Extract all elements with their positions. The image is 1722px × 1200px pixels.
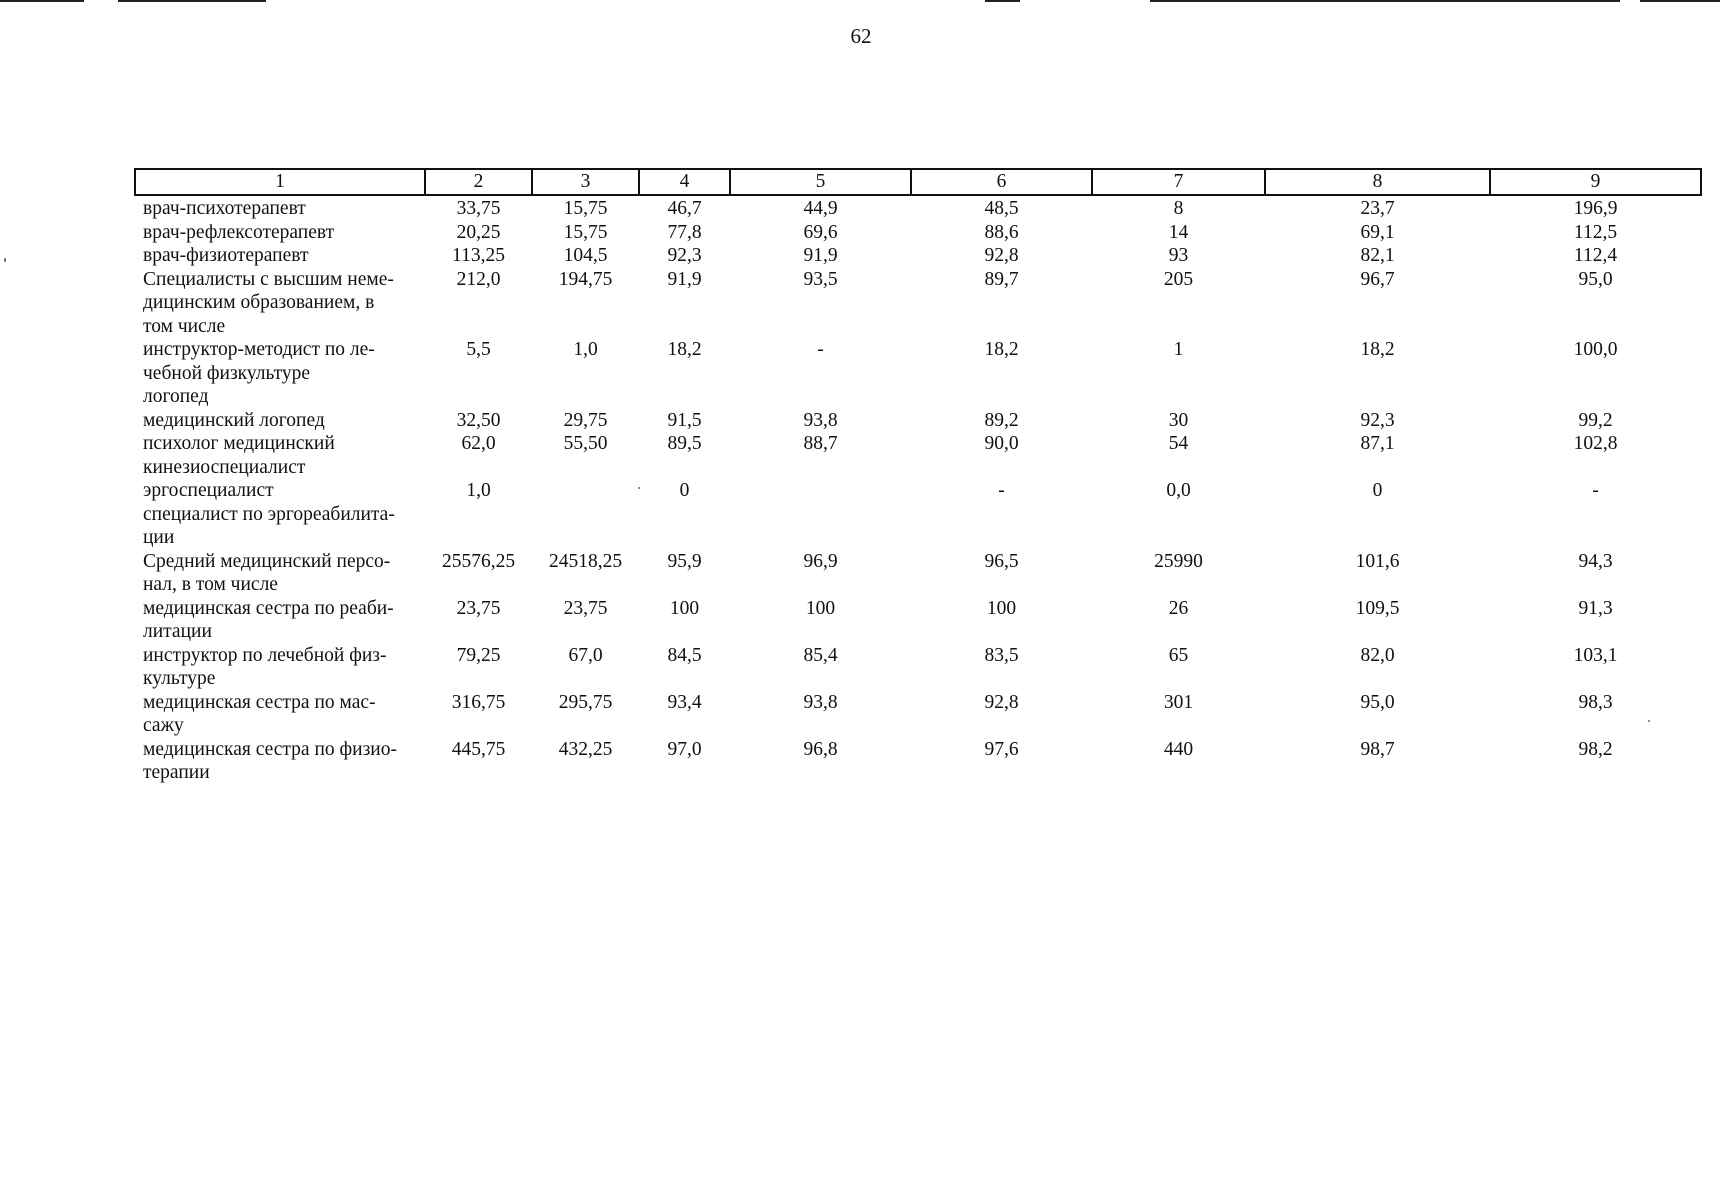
row-label-cell: медицинский логопед [143, 409, 325, 431]
value-cell-c4: 89,5 [667, 433, 702, 454]
value-cell-c5: 91,9 [803, 245, 838, 266]
value-cell-c7: 301 [1163, 691, 1194, 713]
value-cell-c2: 23,75 [456, 597, 501, 619]
column-header: 3 [532, 169, 639, 195]
value-cell-c5: 100 [805, 597, 836, 619]
value-cell-c2: 212,0 [456, 268, 501, 290]
value-cell-c3: 23,75 [563, 597, 608, 619]
value-cell-c7: 0,0 [1166, 480, 1191, 501]
value-cell-c8: 69,1 [1360, 221, 1395, 243]
value-cell-c3: 55,50 [563, 433, 608, 454]
page-number: 62 [850, 24, 872, 48]
value-cell-c3: 15,75 [563, 221, 608, 243]
row-label-cell: Специалисты с высшим неме- дицинским образованием, в том числе [143, 268, 394, 337]
value-cell-c8: 23,7 [1360, 198, 1395, 219]
row-label-cell: врач-рефлексотерапевт [143, 221, 335, 243]
value-cell-c4: 97,0 [667, 738, 702, 760]
table-row [135, 221, 1701, 245]
value-cell-c2: 1,0 [466, 480, 491, 501]
value-cell-c9: 94,3 [1578, 550, 1613, 572]
table-row [135, 550, 1701, 597]
value-cell-c8: 96,7 [1360, 268, 1395, 290]
row-label-cell: медицинская сестра по реаби- литации [143, 597, 394, 642]
value-cell-c3: 67,0 [568, 644, 603, 666]
table-row [135, 338, 1701, 409]
value-cell-c7: 14 [1168, 221, 1189, 243]
value-cell-c5: 44,9 [803, 198, 838, 219]
value-cell-c6: 92,8 [984, 245, 1019, 266]
value-cell-c6: 100 [986, 597, 1017, 619]
scan-edge [0, 0, 84, 2]
value-cell-c7: 26 [1168, 597, 1189, 619]
value-cell-c3: 194,75 [558, 268, 613, 290]
table-row [135, 738, 1701, 785]
value-cell-c9: 91,3 [1578, 597, 1613, 619]
row-label-cell: медицинская сестра по мас- сажу [143, 691, 376, 736]
scan-speck [1648, 720, 1650, 722]
value-cell-c4: 18,2 [667, 339, 702, 360]
value-cell-c6: 89,2 [984, 409, 1019, 431]
table-row [135, 691, 1701, 738]
table-row [135, 597, 1701, 644]
value-cell-c9: 98,2 [1578, 738, 1613, 760]
scan-edge [985, 0, 1020, 2]
value-cell-c2: 316,75 [451, 691, 506, 713]
value-cell-c5: 85,4 [803, 644, 838, 666]
value-cell-c7: 205 [1163, 268, 1194, 290]
value-cell-c5: 69,6 [803, 221, 838, 243]
row-label-cell: инструктор по лечебной физ- культуре [143, 644, 387, 689]
value-cell-c8: 82,0 [1360, 644, 1395, 666]
value-cell-c9: 99,2 [1578, 409, 1613, 431]
value-cell-c2: 33,75 [456, 198, 501, 219]
value-cell-c7: 8 [1173, 198, 1184, 219]
column-number-row [135, 169, 1701, 195]
value-cell-c3: 24518,25 [548, 550, 623, 572]
value-cell-c7: 65 [1168, 644, 1189, 666]
value-cell-c4: 92,3 [667, 245, 702, 266]
value-cell-c5: 93,8 [803, 691, 838, 713]
table-row [135, 244, 1701, 268]
value-cell-c6: 48,5 [984, 198, 1019, 219]
value-cell-c9: 102,8 [1573, 433, 1618, 454]
value-cell-c4: 0 [679, 480, 690, 501]
value-cell-c5: 93,5 [803, 268, 838, 290]
row-label-cell: психолог медицинский кинезиоспециалист [143, 433, 335, 478]
scan-speck [638, 487, 640, 489]
value-cell-c5: 93,8 [803, 409, 838, 431]
value-cell-c7: 93 [1168, 245, 1189, 266]
value-cell-c8: 95,0 [1360, 691, 1395, 713]
value-cell-c3: 295,75 [558, 691, 613, 713]
table-row [135, 409, 1701, 433]
value-cell-c4: 77,8 [667, 221, 702, 243]
value-cell-c2: 79,25 [456, 644, 501, 666]
value-cell-c9: 98,3 [1578, 691, 1613, 713]
value-cell-c6: 83,5 [984, 644, 1019, 666]
row-label-cell: врач-психотерапевт [143, 198, 306, 219]
value-cell-c3: 15,75 [563, 198, 608, 219]
value-cell-c5 [730, 479, 911, 550]
value-cell-c4: 95,9 [667, 550, 702, 572]
value-cell-c2: 5,5 [466, 339, 491, 360]
value-cell-c2: 25576,25 [441, 550, 516, 572]
value-cell-c7: 30 [1168, 409, 1189, 431]
value-cell-c2: 445,75 [451, 738, 506, 760]
value-cell-c5: 96,8 [803, 738, 838, 760]
value-cell-c9: 103,1 [1573, 644, 1618, 666]
table-row [135, 432, 1701, 479]
column-header: 4 [639, 169, 730, 195]
value-cell-c4: 91,9 [667, 268, 702, 290]
value-cell-c8: 87,1 [1360, 433, 1395, 454]
row-label-cell: эргоспециалист специалист по эргореабилита- ции [143, 480, 395, 548]
row-label-cell: врач-физиотерапевт [143, 245, 309, 266]
scan-edge [1640, 0, 1720, 2]
value-cell-c8: 98,7 [1360, 738, 1395, 760]
value-cell-c6: 89,7 [984, 268, 1019, 290]
scan-speck [4, 258, 6, 262]
value-cell-c9: 196,9 [1573, 198, 1618, 219]
value-cell-c2: 113,25 [452, 245, 505, 266]
value-cell-c3: 432,25 [558, 738, 613, 760]
value-cell-c2: 32,50 [456, 409, 501, 431]
staffing-table-container [134, 168, 1700, 785]
value-cell-c3: 104,5 [563, 245, 608, 266]
value-cell-c9: 95,0 [1578, 268, 1613, 290]
scan-edge [1150, 0, 1620, 2]
value-cell-c7: 54 [1168, 433, 1189, 454]
value-cell-c4: 84,5 [667, 644, 702, 666]
value-cell-c6: 97,6 [984, 738, 1019, 760]
value-cell-c6: 92,8 [984, 691, 1019, 713]
value-cell-c6: 96,5 [984, 550, 1019, 572]
value-cell-c8: 0 [1372, 480, 1383, 501]
table-row [135, 195, 1701, 221]
column-header: 1 [135, 169, 425, 195]
value-cell-c9: - [1592, 480, 1599, 501]
column-header: 2 [425, 169, 532, 195]
table-row [135, 479, 1701, 550]
column-header: 9 [1490, 169, 1701, 195]
value-cell-c7: 25990 [1154, 550, 1203, 572]
value-cell-c9: 100,0 [1573, 339, 1618, 360]
scan-edge [118, 0, 266, 2]
value-cell-c9: 112,4 [1573, 245, 1618, 266]
column-header: 5 [730, 169, 911, 195]
column-header: 6 [911, 169, 1092, 195]
value-cell-c8: 82,1 [1360, 245, 1395, 266]
value-cell-c8: 92,3 [1360, 409, 1395, 431]
value-cell-c3: 1,0 [573, 339, 598, 360]
value-cell-c7: 1 [1173, 339, 1184, 360]
value-cell-c5: - [817, 339, 824, 360]
table-row [135, 644, 1701, 691]
row-label-cell: инструктор-методист по ле- чебной физкультуре логопед [143, 339, 375, 407]
value-cell-c8: 101,6 [1355, 550, 1400, 572]
value-cell-c8: 18,2 [1360, 339, 1395, 360]
table-body [135, 195, 1701, 785]
value-cell-c4: 100 [669, 597, 700, 619]
value-cell-c6: - [998, 480, 1005, 501]
value-cell-c4: 93,4 [667, 691, 702, 713]
value-cell-c8: 109,5 [1355, 597, 1400, 619]
value-cell-c2: 62,0 [461, 433, 496, 454]
column-header: 7 [1092, 169, 1265, 195]
value-cell-c7: 440 [1163, 738, 1194, 760]
value-cell-c3 [532, 479, 639, 550]
value-cell-c4: 46,7 [667, 198, 702, 219]
row-label-cell: медицинская сестра по физио- терапии [143, 738, 397, 783]
value-cell-c9: 112,5 [1573, 221, 1618, 243]
table-row [135, 268, 1701, 339]
column-header: 8 [1265, 169, 1490, 195]
staffing-table [134, 168, 1702, 785]
value-cell-c6: 18,2 [984, 339, 1019, 360]
value-cell-c3: 29,75 [563, 409, 608, 431]
row-label-cell: Средний медицинский персо- нал, в том числе [143, 550, 391, 595]
value-cell-c4: 91,5 [667, 409, 702, 431]
value-cell-c6: 88,6 [984, 221, 1019, 243]
value-cell-c2: 20,25 [456, 221, 501, 243]
value-cell-c6: 90,0 [984, 433, 1019, 454]
value-cell-c5: 96,9 [803, 550, 838, 572]
value-cell-c5: 88,7 [803, 433, 838, 454]
